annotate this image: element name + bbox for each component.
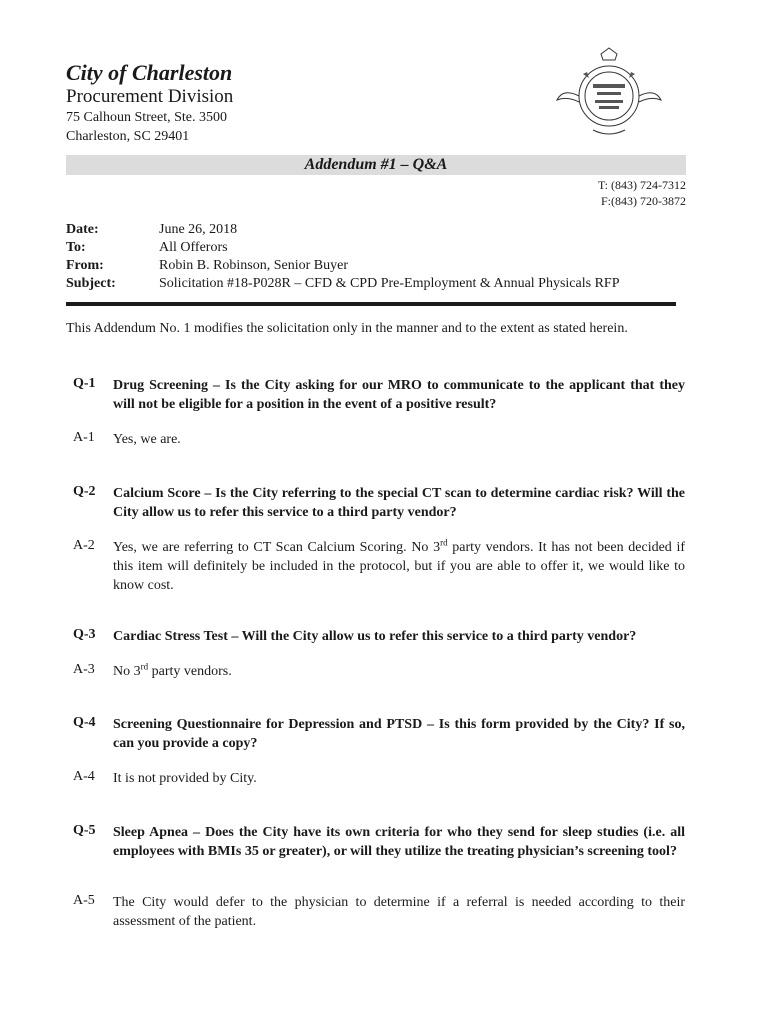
- answer-text-part: No 3: [113, 664, 141, 679]
- addendum-title: Addendum #1 – Q&A: [304, 156, 448, 173]
- answer-text: Yes, we are.: [113, 432, 181, 447]
- answer-text-part: party vendors. It has not been decided if this item will definitely be included in the protocol, but if you are able to offer it, we would like to know cost.: [113, 540, 685, 593]
- question-text: Calcium Score – Is the City referring to the special CT scan to determine cardiac risk? Will the City allow us to refer this service to a third party vendor?: [113, 486, 685, 520]
- date-label: Date:: [66, 222, 99, 237]
- city-seal-icon: [553, 44, 665, 140]
- division-name: Procurement Division: [66, 86, 234, 107]
- answer-number: A-5: [73, 893, 95, 908]
- from-label: From:: [66, 258, 104, 273]
- address-line-2: Charleston, SC 29401: [66, 129, 190, 144]
- question-text: Drug Screening – Is the City asking for our MRO to communicate to the applicant that they will not be eligible for a position in the event of a positive result?: [113, 378, 685, 412]
- answer-number: A-1: [73, 430, 95, 445]
- answer-text-part: party vendors.: [148, 664, 232, 679]
- date-value: June 26, 2018: [159, 222, 238, 237]
- from-value: Robin B. Robinson, Senior Buyer: [159, 258, 349, 273]
- intro-paragraph: This Addendum No. 1 modifies the solicitation only in the manner and to the extent as stated herein.: [66, 321, 628, 336]
- answer-number: A-3: [73, 662, 95, 677]
- question-text: Screening Questionnaire for Depression and PTSD – Is this form provided by the City? If so, can you provide a copy?: [113, 717, 685, 751]
- addendum-banner: [66, 155, 686, 175]
- answer-number: A-2: [73, 538, 95, 553]
- answer-text: It is not provided by City.: [113, 771, 257, 786]
- ordinal-suffix: rd: [440, 537, 448, 548]
- address-line-1: 75 Calhoun Street, Ste. 3500: [66, 110, 227, 125]
- city-name: City of Charleston: [66, 60, 233, 85]
- question-number: Q-2: [73, 484, 96, 499]
- answer-number: A-4: [73, 769, 95, 784]
- subject-value: Solicitation #18-P028R – CFD & CPD Pre-Employment & Annual Physicals RFP: [159, 276, 620, 291]
- subject-label: Subject:: [66, 276, 116, 291]
- question-number: Q-3: [73, 627, 96, 642]
- answer-text: [113, 538, 685, 595]
- answer-text-part: Yes, we are referring to CT Scan Calcium Scoring. No 3: [113, 540, 441, 555]
- to-label: To:: [66, 240, 86, 255]
- phone-number: T: (843) 724-7312: [597, 178, 686, 192]
- answer-text: The City would defer to the physician to determine if a referral is needed according to their assessment of the patient.: [113, 895, 685, 929]
- question-text: Sleep Apnea – Does the City have its own criteria for who they send for sleep studies (i.e. all employees with BMIs 35 or greater), or will they utilize the treating physician’s screening tool?: [113, 825, 685, 859]
- question-text: Cardiac Stress Test – Will the City allow us to refer this service to a third party vendor?: [113, 629, 637, 644]
- question-number: Q-5: [73, 823, 96, 838]
- to-value: All Offerors: [159, 240, 228, 255]
- ordinal-suffix: rd: [140, 661, 149, 672]
- question-number: Q-4: [73, 715, 96, 730]
- fax-number: F:(843) 720-3872: [601, 194, 686, 208]
- answer-text: [113, 662, 685, 681]
- header-divider: [66, 302, 676, 306]
- question-number: Q-1: [73, 376, 96, 391]
